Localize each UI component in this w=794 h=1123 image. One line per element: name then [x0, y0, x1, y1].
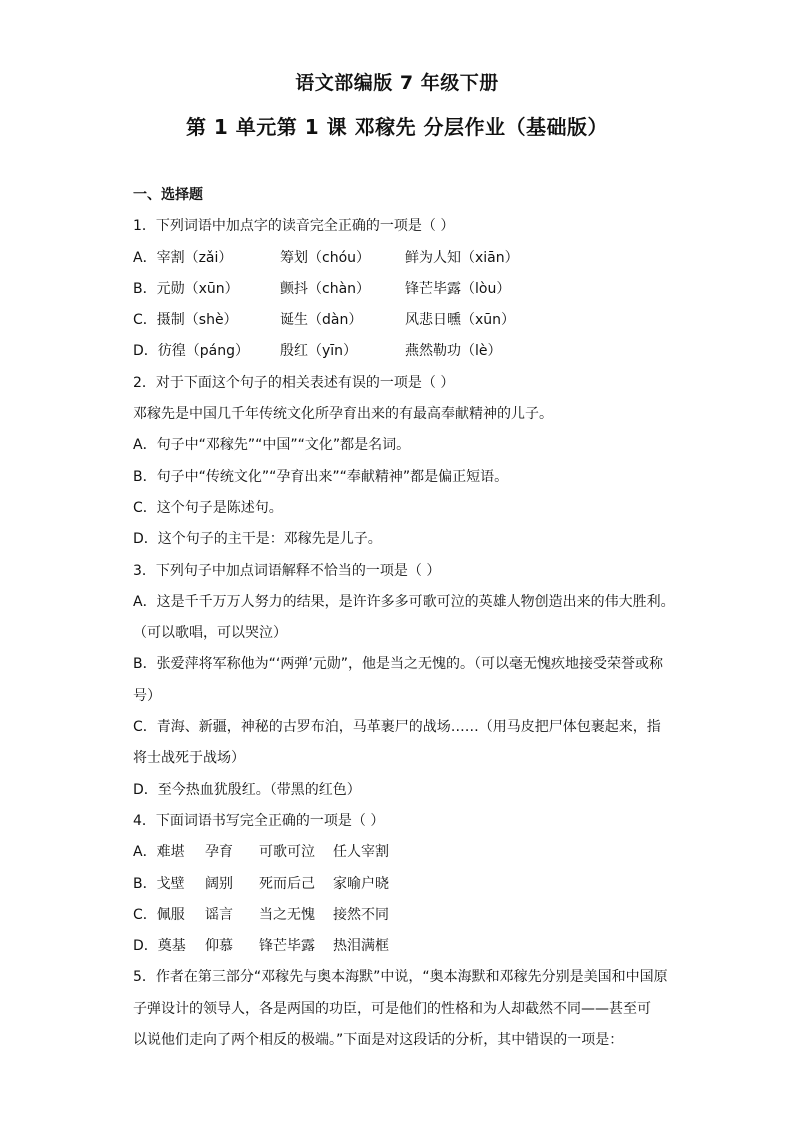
question-1-option-a — [133, 247, 673, 278]
question-3-option-b-cont: 号） — [133, 687, 161, 704]
option-word: 任人宰割 — [333, 844, 389, 861]
option-term: 燕然勒功（lè） — [405, 343, 502, 360]
option-term: C．摄制（shè） — [133, 312, 238, 329]
option-word: 家喻户晓 — [333, 875, 389, 892]
option-word: 孕育 — [205, 844, 233, 861]
option-term: 颤抖（chàn） — [280, 280, 371, 297]
question-2-option-a: A．句子中“邓稼先”“中国”“文化”都是名词。 — [133, 437, 411, 454]
question-4-option-c — [133, 904, 673, 935]
option-word: 死而后己 — [259, 875, 315, 892]
option-word: 仰慕 — [205, 938, 233, 955]
question-3-stem: 3．下列句子中加点词语解释不恰当的一项是（ ） — [133, 562, 441, 579]
option-term: 锋芒毕露（lòu） — [405, 280, 511, 297]
question-2-option-b: B．句子中“传统文化”“孕育出来”“奉献精神”都是偏正短语。 — [133, 468, 509, 485]
question-1-option-b — [133, 278, 673, 309]
option-word: 接然不同 — [333, 906, 389, 923]
option-term: 鲜为人知（xiān） — [405, 249, 519, 266]
option-word: C．佩服 — [133, 906, 185, 923]
question-2-sentence: 邓稼先是中国几千年传统文化所孕育出来的有最高奉献精神的儿子。 — [133, 406, 553, 423]
question-3-option-a: A．这是千千万万人努力的结果，是许许多多可歌可泣的英雄人物创造出来的伟大胜利。 — [133, 593, 675, 610]
option-word: 热泪满框 — [333, 938, 389, 955]
question-2-option-d: D．这个句子的主干是：邓稼先是儿子。 — [133, 531, 382, 548]
question-1-stem: 1．下列词语中加点字的读音完全正确的一项是（ ） — [133, 218, 455, 235]
question-3-option-a-cont: （可以歌唱，可以哭泣） — [133, 625, 287, 642]
question-3-option-c: C．青海、新疆，神秘的古罗布泊，马革裹尸的战场……（用马皮把尸体包裹起来，指 — [133, 719, 661, 736]
question-3-option-c-cont: 将士战死于战场） — [133, 750, 245, 767]
question-4-option-b — [133, 873, 673, 904]
document-subtitle: 第 1 单元第 1 课 邓稼先 分层作业（基础版） — [185, 115, 609, 139]
question-5-line-2: 子弹设计的领导人，各是两国的功臣，可是他们的性格和为人却截然不同——甚至可 — [133, 1000, 651, 1017]
question-1-option-d — [133, 340, 673, 371]
question-4-stem: 4．下面词语书写完全正确的一项是（ ） — [133, 812, 385, 829]
option-term: 殷红（yīn） — [280, 343, 358, 360]
option-term: B．元勋（xūn） — [133, 280, 239, 297]
document-body — [133, 184, 673, 1060]
question-4-option-a — [133, 841, 673, 872]
question-2-stem: 2．对于下面这个句子的相关表述有误的一项是（ ） — [133, 374, 455, 391]
option-word: 锋芒毕露 — [259, 938, 315, 955]
question-3-option-d: D．至今热血犹殷红。（带黑的红色） — [133, 781, 361, 798]
question-5-line-3: 以说他们走向了两个相反的极端。”下面是对这段话的分析，其中错误的一项是： — [133, 1032, 624, 1049]
option-term: 筹划（chóu） — [280, 249, 371, 266]
question-5-line-1: 5．作者在第三部分“邓稼先与奥本海默”中说，“奥本海默和邓稼先分别是美国和中国原 — [133, 969, 668, 986]
question-4-option-d — [133, 935, 673, 966]
option-term: A．宰割（zǎi） — [133, 249, 233, 266]
option-term: 诞生（dàn） — [280, 312, 363, 329]
option-word: 可歌可泣 — [259, 844, 315, 861]
section-heading: 一、选择题 — [133, 187, 203, 203]
option-word: 谣言 — [205, 906, 233, 923]
option-term: D．彷徨（páng） — [133, 343, 250, 360]
question-1-option-c — [133, 309, 673, 340]
option-word: A．难堪 — [133, 844, 185, 861]
question-2-option-c: C．这个句子是陈述句。 — [133, 499, 283, 516]
question-3-option-b: B．张爱萍将军称他为“‘两弹’元勋”，他是当之无愧的。（可以毫无愧疚地接受荣誉或称 — [133, 656, 664, 673]
option-word: B．戈壁 — [133, 875, 185, 892]
option-word: 当之无愧 — [259, 906, 315, 923]
option-word: 阔别 — [205, 875, 233, 892]
document-title: 语文部编版 7 年级下册 — [295, 72, 499, 94]
option-word: D．奠基 — [133, 938, 186, 955]
option-term: 风悲日曛（xūn） — [405, 312, 516, 329]
